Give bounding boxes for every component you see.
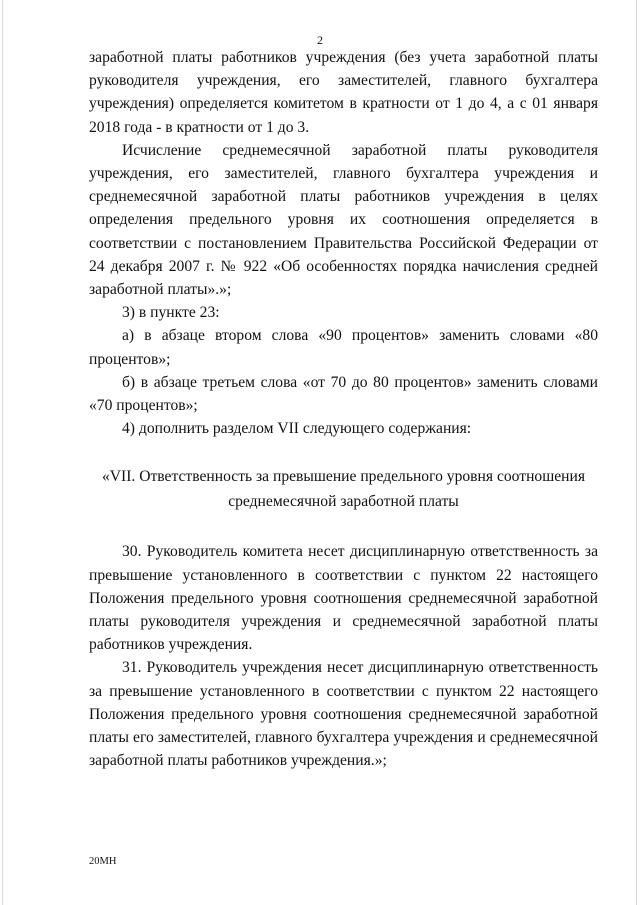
paragraph-clause-31: 31. Руководитель учреждения несет дисциплинарную ответственность за превышение установленного в соответствии с пунктом 22 настоящего Положения предельного уровня соотношения среднемесячной заработной платы его заместителей, главного бухгалтера учреждения и среднемесячной заработной платы работников учреждения.»; [89,659,598,770]
footer-code: 20МН [89,856,117,867]
paragraph-clause-30: 30. Руководитель комитета несет дисциплинарную ответственность за превышение установленного в соответствии с пунктом 22 настоящего Положения предельного уровня соотношения среднемесячной заработной платы руководителя учреждения и среднемесячной заработной платы работников учреждения. [89,543,598,654]
scan-edge-left [2,0,3,905]
section-heading-line-1: «VII. Ответственность за превышение предельного уровня соотношения [101,468,586,486]
paragraph-continuation: заработной платы работников учреждения (без учета заработной платы руководителя учреждения, его заместителей, главного бухгалтера учреждения) определяется комитетом в кратности от 1 до 4, а с 01 января 2018 года - в кратности от 1 до 3. [89,49,598,136]
document-body [89,46,598,772]
section-heading-line-2: среднемесячной заработной платы [228,493,459,511]
page-number: 2 [317,33,323,47]
paragraph-item-3b: б) в абзаце третьем слова «от 70 до 80 процентов» заменить словами «70 процентов»; [89,373,598,415]
paragraph-item-3: 3) в пункте 23: [122,304,220,322]
paragraph-calculation: Исчисление среднемесячной заработной платы руководителя учреждения, его заместителей, главного бухгалтера учреждения и среднемесячной заработной платы работников учреждения в целях определения предельного уровня их соотношения определяется в соответствии с постановлением Правительства Российской Федерации от 24 декабря 2007 г. № 922 «Об особенностях порядка начисления средней заработной платы».»; [89,141,598,299]
paragraph-item-3a: а) в абзаце втором слова «90 процентов» заменить словами «80 процентов»; [89,327,598,368]
scan-edge-right [636,0,637,905]
paragraph-item-4: 4) дополнить разделом VII следующего содержания: [122,420,472,438]
